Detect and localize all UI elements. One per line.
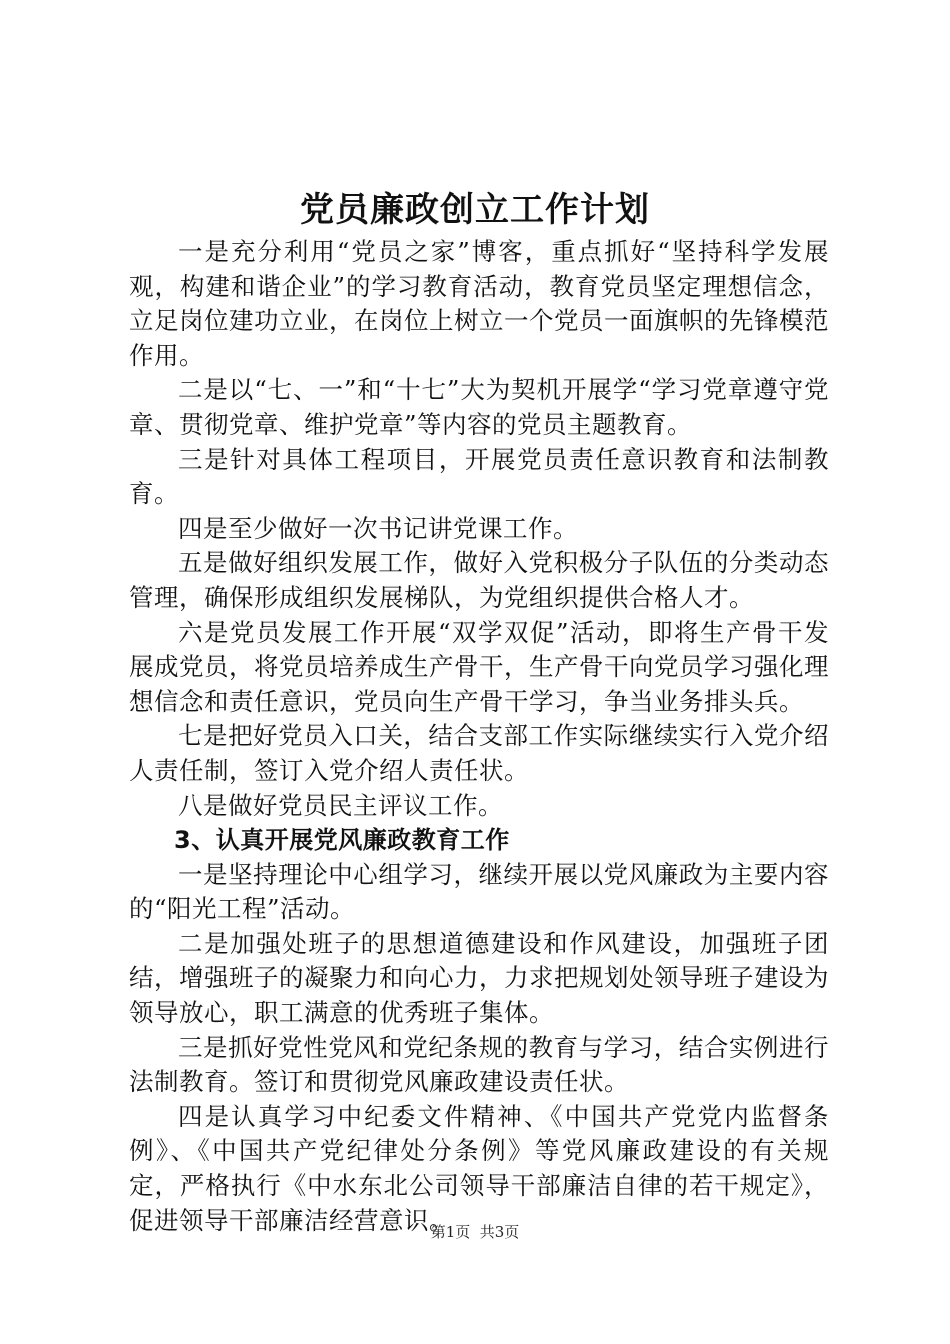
paragraph: 一是充分利用“党员之家”博客，重点抓好“坚持科学发展观，构建和谐企业”的学习教育活动，教育党员坚定理想信念，立足岗位建功立业，在岗位上树立一个党员一面旗帜的先锋模范作用。 — [129, 237, 829, 370]
paragraph: 一是坚持理论中心组学习，继续开展以党风廉政为主要内容的“阳光工程”活动。 — [129, 859, 829, 924]
paragraph: 三是抓好党性党风和党纪条规的教育与学习，结合实例进行法制教育。签订和贯彻党风廉政建设责任状。 — [129, 1032, 829, 1097]
paragraph: 八是做好党员民主评议工作。 — [178, 790, 503, 820]
paragraph: 五是做好组织发展工作，做好入党积极分子队伍的分类动态管理，确保形成组织发展梯队，为党组织提供合格人才。 — [129, 548, 829, 612]
paragraph: 四是认真学习中纪委文件精神、《中国共产党党内监督条例》、《中国共产党纪律处分条例》等党风廉政建设的有关规定，严格执行《中水东北公司领导干部廉洁自律的若干规定》，促进领导干部廉洁经营意识。 — [129, 1101, 829, 1235]
paragraph: 四是至少做好一次书记讲党课工作。 — [178, 513, 578, 543]
paragraph: 六是党员发展工作开展“双学双促”活动，即将生产骨干发展成党员，将党员培养成生产骨干，生产骨干向党员学习强化理想信念和责任意识，党员向生产骨干学习，争当业务排头兵。 — [129, 617, 829, 716]
paragraph: 二是以“七、一”和“十七”大为契机开展学“学习党章遵守党章、贯彻党章、维护党章”等内容的党员主题教育。 — [129, 375, 829, 439]
document-body — [129, 235, 829, 1238]
page-footer: 第1页 共3页 — [430, 1223, 520, 1241]
paragraph: 七是把好党员入口关，结合支部工作实际继续实行入党介绍人责任制，签订入党介绍人责任状。 — [129, 721, 829, 785]
paragraph: 二是加强处班子的思想道德建设和作风建设，加强班子团结，增强班子的凝聚力和向心力，力求把规划处领导班子建设为领导放心，职工满意的优秀班子集体。 — [129, 928, 829, 1028]
document-title: 党员廉政创立工作计划 — [300, 190, 650, 230]
paragraph: 三是针对具体工程项目，开展党员责任意识教育和法制教育。 — [129, 444, 829, 509]
section-heading: 3、认真开展党风廉政教育工作 — [174, 826, 510, 855]
